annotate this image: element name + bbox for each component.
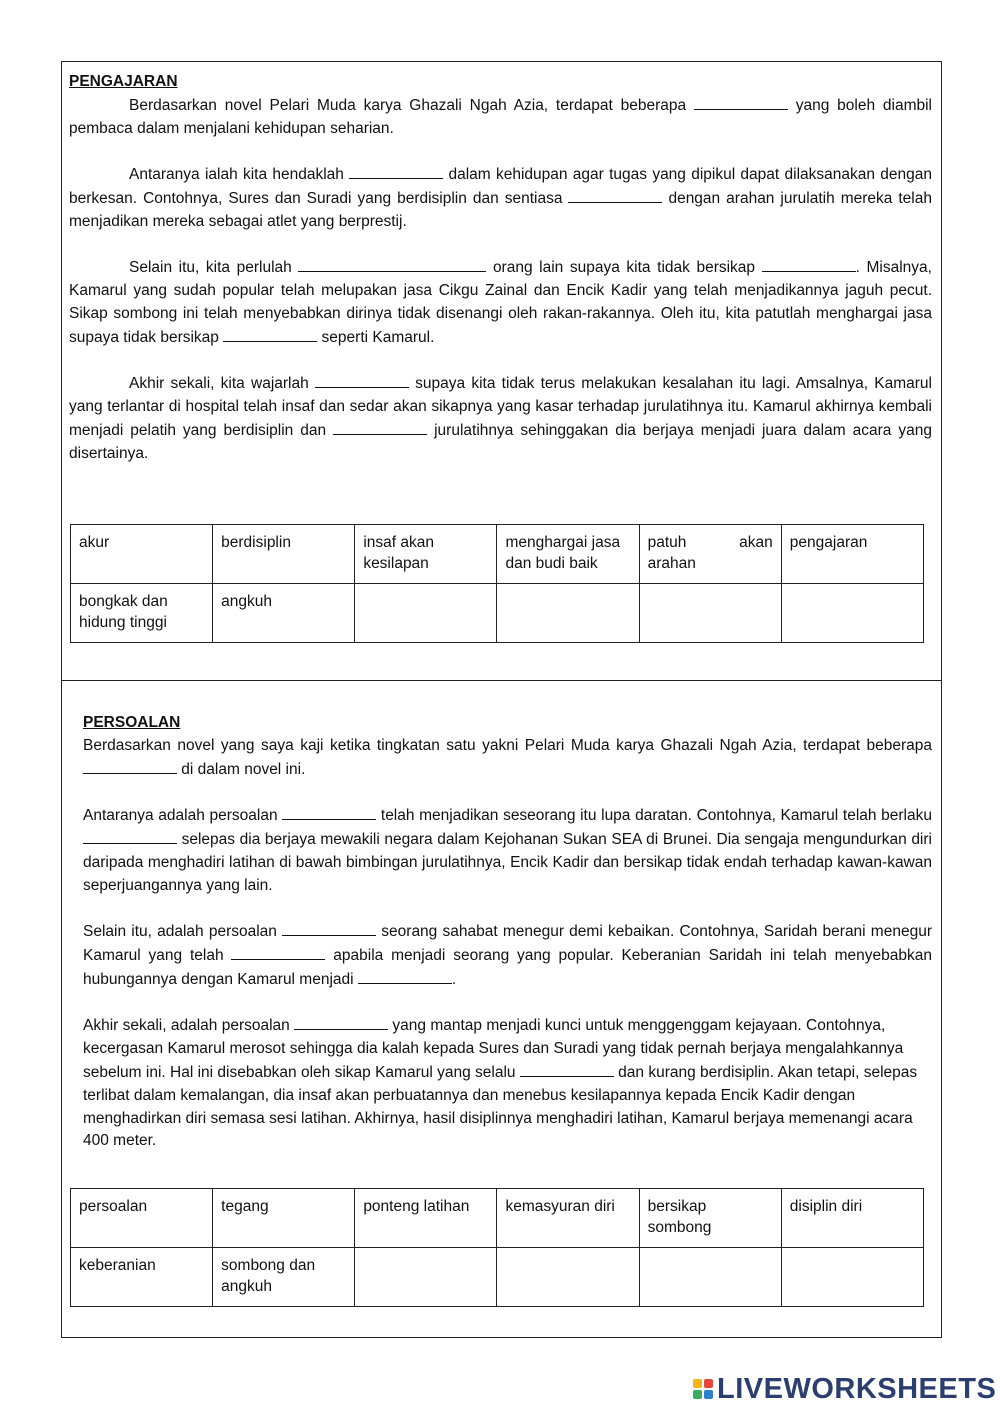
text: . — [451, 970, 457, 988]
section-title-pengajaran: PENGAJARAN — [69, 73, 178, 90]
word-bank-cell[interactable] — [497, 1248, 639, 1307]
section-title-persoalan: PERSOALAN — [83, 714, 181, 731]
word-bank-cell[interactable] — [639, 1248, 781, 1307]
paragraph — [83, 1014, 932, 1153]
paragraph — [69, 163, 932, 233]
answer-blank[interactable] — [762, 256, 856, 272]
text: Akhir sekali, kita wajarlah — [129, 375, 315, 393]
word-bank-cell[interactable]: sombong dan angkuh — [213, 1248, 355, 1307]
word-bank-cell[interactable]: pengajaran — [781, 525, 923, 584]
word-bank-cell[interactable]: angkuh — [213, 584, 355, 643]
word-bank-cell[interactable] — [355, 1248, 497, 1307]
text: jurulatihnya sehinggakan dia berjaya menjadi juara dalam acara yang disertainya. — [69, 421, 932, 462]
paragraph — [69, 256, 932, 349]
word-bank-cell[interactable]: menghargai jasa dan budi baik — [497, 525, 639, 584]
word-bank-cell[interactable]: akur — [71, 525, 213, 584]
word-bank-cell[interactable] — [781, 584, 923, 643]
text: seperti Kamarul. — [317, 328, 435, 346]
word-bank-cell[interactable]: kemasyuran diri — [497, 1189, 639, 1248]
logo-text: LIVEWORKSHEETS — [717, 1372, 997, 1405]
answer-blank[interactable] — [282, 804, 376, 820]
answer-blank[interactable] — [282, 920, 376, 936]
pengajaran-section — [69, 71, 932, 488]
paragraph — [83, 920, 932, 991]
word-bank-cell[interactable]: disiplin diri — [781, 1189, 923, 1248]
word-bank-persoalan — [70, 1188, 924, 1307]
answer-blank[interactable] — [315, 372, 409, 388]
word-bank-pengajaran — [70, 524, 924, 643]
answer-blank[interactable] — [231, 944, 325, 960]
text: telah menjadikan seseorang itu lupa daratan. Contohnya, Kamarul telah berlaku — [376, 807, 932, 825]
text: selepas dia berjaya mewakili negara dalam Kejohanan Sukan SEA di Brunei. Dia sengaja mengundurkan diri daripada menghadiri latihan di bawah bimbingan jurulatihnya, Encik Kadir dan bersikap tidak endah terhadap kawan-kawan seperjuangannya yang lain. — [83, 830, 932, 894]
text: Berdasarkan novel yang saya kaji ketika tingkatan satu yakni Pelari Muda karya Ghazali Ngah Azia, terdapat beberapa — [83, 736, 932, 754]
paragraph — [83, 804, 932, 897]
answer-blank[interactable] — [520, 1061, 614, 1077]
text: supaya kita tidak terus melakukan kesalahan itu lagi. Amsalnya, Kamarul yang terlantar di hospital telah insaf dan sedar akan sikapnya yang kasar terhadap jurulatihnya itu. Kamarul akhirnya kembali menjadi pelatih yang berdisiplin dan — [69, 375, 932, 439]
word-bank-cell[interactable]: bersikap sombong — [639, 1189, 781, 1248]
word-bank-cell[interactable] — [355, 584, 497, 643]
text: seorang sahabat menegur demi kebaikan. Contohnya, Saridah berani menegur Kamarul yang telah — [83, 923, 932, 964]
word-bank-cell[interactable]: tegang — [213, 1189, 355, 1248]
text: Antaranya ialah kita hendaklah — [129, 166, 350, 184]
answer-blank[interactable] — [294, 1014, 388, 1030]
paragraph — [69, 372, 932, 465]
answer-blank[interactable] — [358, 968, 452, 984]
answer-blank[interactable] — [83, 828, 177, 844]
persoalan-section — [83, 712, 932, 1176]
answer-blank[interactable] — [333, 419, 427, 435]
text: Selain itu, adalah persoalan — [83, 923, 283, 941]
text: dalam kehidupan agar tugas yang dipikul dapat dilaksanakan dengan berkesan. Contohnya, Sures dan Suradi yang berdisiplin dan sentiasa — [69, 166, 932, 207]
section-divider — [62, 680, 941, 681]
text: dengan arahan jurulatih mereka telah menjadikan mereka sebagai atlet yang berprestij. — [69, 189, 932, 230]
text: Selain itu, kita perlulah — [129, 259, 299, 277]
text: . Misalnya, Kamarul yang sudah popular telah melupakan jasa Cikgu Zainal dan Encik Kadir yang telah menjadikannya jaguh pecut. Sikap sombong ini telah menyebabkan dirinya tidak disenangi oleh rakan-rakannya. Oleh itu, kita patutlah menghargai jasa supaya tidak bersikap — [69, 259, 932, 346]
word-bank-cell[interactable]: bongkak dan hidung tinggi — [71, 584, 213, 643]
word-bank-cell[interactable] — [639, 584, 781, 643]
answer-blank[interactable] — [83, 758, 177, 774]
answer-blank[interactable] — [694, 94, 788, 110]
word-bank-cell[interactable]: ponteng latihan — [355, 1189, 497, 1248]
word-bank-row — [71, 1248, 924, 1307]
answer-blank[interactable] — [298, 256, 486, 272]
word-bank-row — [71, 525, 924, 584]
text: yang boleh diambil pembaca dalam menjalani kehidupan seharian. — [69, 96, 933, 137]
answer-blank[interactable] — [349, 163, 443, 179]
word-bank-cell[interactable]: persoalan — [71, 1189, 213, 1248]
text: orang lain supaya kita tidak bersikap — [486, 259, 762, 277]
text: yang mantap menjadi kunci untuk menggenggam kejayaan. Contohnya, kecergasan Kamarul merosot sehingga dia kalah kepada Sures dan Suradi yang tidak pernah berjaya mengalahkannya sebelum ini. Hal ini disebabkan oleh sikap Kamarul yang selalu — [83, 1017, 904, 1081]
text: Berdasarkan novel Pelari Muda karya Ghazali Ngah Azia, terdapat beberapa — [129, 96, 694, 114]
text: apabila menjadi seorang yang popular. Keberanian Saridah ini telah menyebabkan hubungannya dengan Kamarul menjadi — [83, 946, 932, 988]
text: Akhir sekali, adalah persoalan — [83, 1017, 295, 1035]
liveworksheets-logo[interactable] — [693, 1374, 996, 1404]
answer-blank[interactable] — [223, 326, 317, 342]
text: di dalam novel ini. — [177, 760, 306, 778]
word-bank-cell[interactable]: insaf akan kesilapan — [355, 525, 497, 584]
liveworksheets-logo-icon — [693, 1379, 713, 1399]
word-bank-row — [71, 1189, 924, 1248]
word-bank-cell[interactable] — [497, 584, 639, 643]
worksheet-frame — [61, 61, 942, 1338]
paragraph — [83, 735, 932, 782]
paragraph — [69, 94, 932, 141]
text: Antaranya adalah persoalan — [83, 807, 283, 825]
text: dan kurang berdisiplin. Akan tetapi, selepas terlibat dalam kemalangan, dia insaf akan perbuatannya dan menebus kesilapannya kepada Encik Kadir dengan menghadirkan diri semasa sesi latihan. Akhirnya, hasil disiplinnya menghadiri latihan, Kamarul berjaya memenangi acara 400 meter. — [83, 1063, 918, 1150]
word-bank-cell[interactable] — [781, 1248, 923, 1307]
answer-blank[interactable] — [568, 187, 662, 203]
word-bank-row — [71, 584, 924, 643]
word-bank-cell[interactable]: keberanian — [71, 1248, 213, 1307]
word-bank-cell[interactable]: patuh akan arahan — [639, 525, 781, 584]
word-bank-cell[interactable]: berdisiplin — [213, 525, 355, 584]
